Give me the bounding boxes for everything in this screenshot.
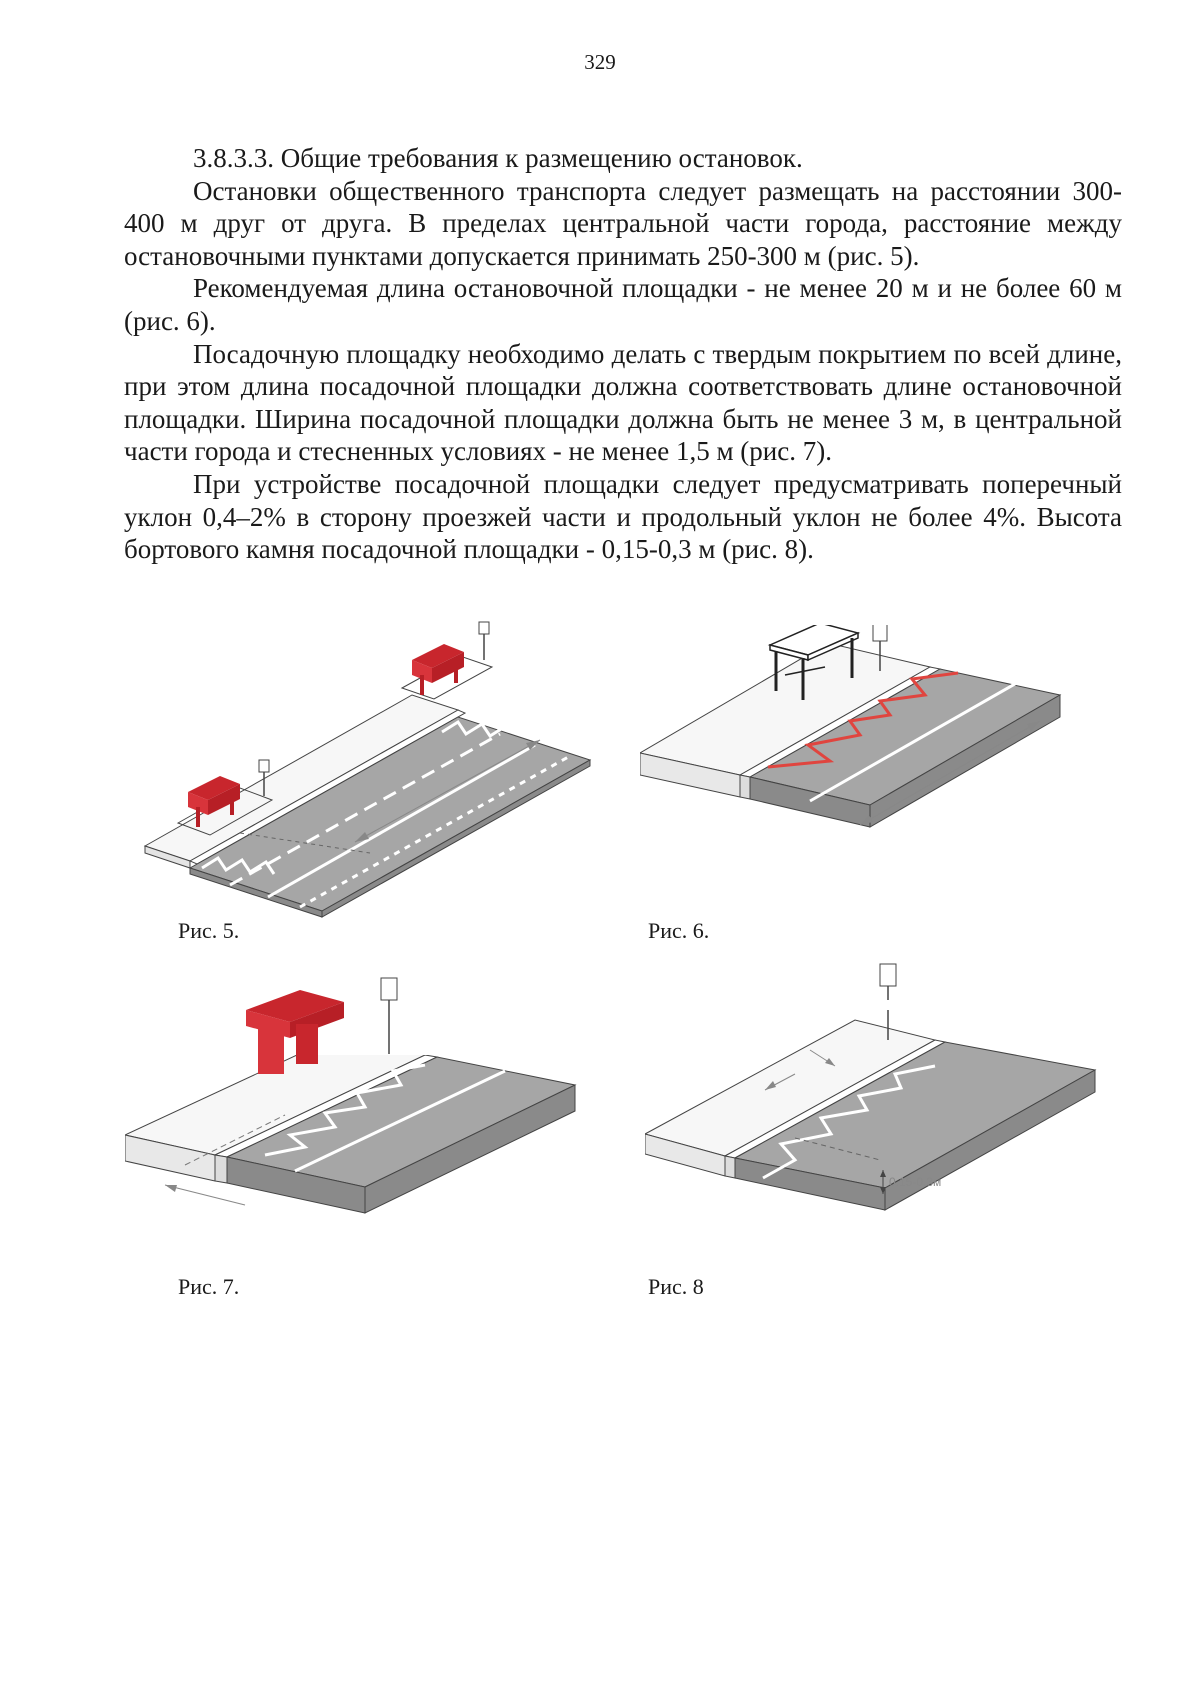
curb-height-label: 0.15-0.3м [889,1175,942,1189]
paragraph: Посадочную площадку необходимо делать с твердым покрытием по всей длине, при этом длина посадочной площадки должна соответствовать длине остановочной площадки. Ширина посадочной площадки должна быть не менее 3 м, в центральной части города и стесненных условиях - не менее 1,5 м (рис. 7). [124,338,1122,467]
figure-8-illustration [645,1010,1105,1280]
paragraph: Рекомендуемая длина остановочной площадки - не менее 20 м и не более 60 м (рис. 6). [124,273,1122,336]
stop-sign-icon [479,622,489,660]
figure-7-shelter [240,980,360,1080]
stop-sign-icon [381,978,397,1054]
figure-5-caption: Рис. 5. [178,918,240,943]
stop-sign-icon [880,964,896,1000]
figure-8-sign [876,960,906,1000]
figure-7-caption: Рис. 7. [178,1274,240,1299]
figure-6-illustration [640,625,1100,935]
page-number: 329 [584,50,616,74]
paragraph: При устройстве посадочной площадки следует предусматривать поперечный уклон 0,4–2% в сторону проезжей части и продольный уклон не более 4%. Высота бортового камня посадочной площадки - 0,15-0,3 м (рис. 8). [124,468,1122,565]
paragraph: Остановки общественного транспорта следует размещать на расстоянии 300-400 м друг от друга. В пределах центральной части города, расстояние между остановочными пунктами допускается принимать 250-300 м (рис. 5). [124,175,1122,271]
bus-shelter-icon [246,990,344,1074]
section-heading: 3.8.3.3. Общие требования к размещению остановок. [193,143,803,173]
body-text [124,142,1122,566]
figure-5-illustration [140,620,660,940]
figure-8-caption: Рис. 8 [648,1274,704,1299]
figure-6-caption: Рис. 6. [648,918,710,943]
bus-shelter-icon [412,644,464,695]
figure-7-sign [375,976,405,1056]
